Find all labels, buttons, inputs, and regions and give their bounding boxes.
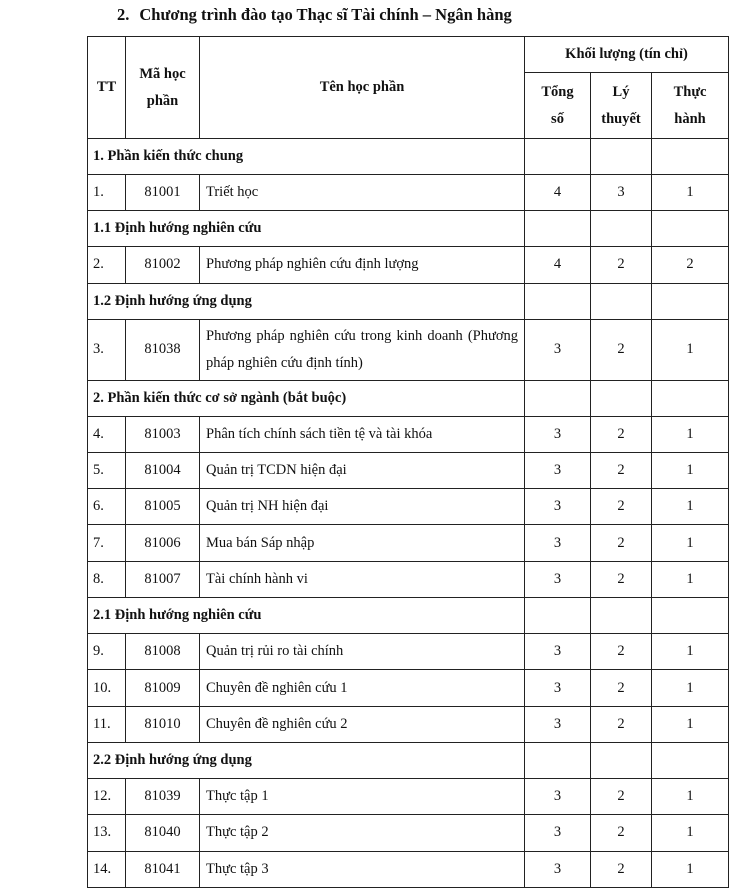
credits-theory: 3 [591, 175, 652, 211]
row-number: 13. [88, 815, 126, 851]
credits-total: 3 [525, 525, 591, 561]
credits-practice: 1 [652, 525, 729, 561]
row-number: 1. [88, 175, 126, 211]
curriculum-table [87, 36, 729, 888]
course-code: 81038 [126, 319, 200, 380]
credits-practice: 1 [652, 416, 729, 452]
row-number: 10. [88, 670, 126, 706]
course-code: 81009 [126, 670, 200, 706]
credits-total: 3 [525, 706, 591, 742]
table-row [88, 247, 729, 283]
course-name: Mua bán Sáp nhập [200, 525, 525, 561]
table-row [88, 489, 729, 525]
table-row [88, 706, 729, 742]
course-name: Quản trị NH hiện đại [200, 489, 525, 525]
course-code: 81010 [126, 706, 200, 742]
course-code: 81006 [126, 525, 200, 561]
empty-cell [652, 211, 729, 247]
credits-theory: 2 [591, 778, 652, 814]
header-tt: TT [88, 37, 126, 139]
credits-practice: 1 [652, 452, 729, 488]
section-heading [117, 5, 512, 25]
table-row [88, 778, 729, 814]
course-name: Thực tập 3 [200, 851, 525, 887]
empty-cell [525, 283, 591, 319]
credits-theory: 2 [591, 670, 652, 706]
credits-practice: 1 [652, 706, 729, 742]
header-practice: Thực hành [652, 73, 729, 139]
header-credits: Khối lượng (tín chỉ) [525, 37, 729, 73]
empty-cell [525, 211, 591, 247]
heading-number: 2. [117, 5, 130, 24]
header-course-name: Tên học phần [200, 37, 525, 139]
course-code: 81008 [126, 634, 200, 670]
row-number: 4. [88, 416, 126, 452]
section-label: 1.2 Định hướng ứng dụng [88, 283, 525, 319]
credits-total: 3 [525, 489, 591, 525]
section-row [88, 283, 729, 319]
credits-theory: 2 [591, 634, 652, 670]
course-code: 81002 [126, 247, 200, 283]
credits-practice: 1 [652, 851, 729, 887]
course-name: Phương pháp nghiên cứu trong kinh doanh (Phương pháp nghiên cứu định tính) [200, 319, 525, 380]
credits-total: 3 [525, 319, 591, 380]
table-row [88, 525, 729, 561]
credits-theory: 2 [591, 452, 652, 488]
credits-practice: 1 [652, 634, 729, 670]
table-row [88, 561, 729, 597]
credits-practice: 2 [652, 247, 729, 283]
course-name: Chuyên đề nghiên cứu 1 [200, 670, 525, 706]
course-code: 81041 [126, 851, 200, 887]
course-name: Thực tập 1 [200, 778, 525, 814]
credits-total: 3 [525, 561, 591, 597]
credits-theory: 2 [591, 247, 652, 283]
section-row [88, 742, 729, 778]
course-code: 81004 [126, 452, 200, 488]
credits-theory: 2 [591, 706, 652, 742]
credits-total: 3 [525, 452, 591, 488]
empty-cell [652, 598, 729, 634]
credits-total: 3 [525, 670, 591, 706]
empty-cell [591, 211, 652, 247]
credits-total: 3 [525, 634, 591, 670]
credits-theory: 2 [591, 416, 652, 452]
course-code: 81001 [126, 175, 200, 211]
row-number: 9. [88, 634, 126, 670]
section-label: 2. Phần kiến thức cơ sở ngành (bắt buộc) [88, 380, 525, 416]
credits-total: 3 [525, 778, 591, 814]
section-row [88, 380, 729, 416]
table-row [88, 319, 729, 380]
header-course-code: Mã học phần [126, 37, 200, 139]
row-number: 14. [88, 851, 126, 887]
credits-total: 4 [525, 247, 591, 283]
course-code: 81039 [126, 778, 200, 814]
credits-total: 3 [525, 416, 591, 452]
section-label: 1.1 Định hướng nghiên cứu [88, 211, 525, 247]
empty-cell [525, 598, 591, 634]
row-number: 7. [88, 525, 126, 561]
course-name: Thực tập 2 [200, 815, 525, 851]
credits-practice: 1 [652, 670, 729, 706]
credits-theory: 2 [591, 319, 652, 380]
course-code: 81005 [126, 489, 200, 525]
credits-practice: 1 [652, 561, 729, 597]
header-theory: Lý thuyết [591, 73, 652, 139]
empty-cell [525, 139, 591, 175]
row-number: 12. [88, 778, 126, 814]
empty-cell [652, 742, 729, 778]
credits-theory: 2 [591, 815, 652, 851]
credits-total: 3 [525, 815, 591, 851]
credits-practice: 1 [652, 815, 729, 851]
course-code: 81040 [126, 815, 200, 851]
empty-cell [591, 742, 652, 778]
course-code: 81007 [126, 561, 200, 597]
empty-cell [591, 283, 652, 319]
section-label: 2.2 Định hướng ứng dụng [88, 742, 525, 778]
course-name: Chuyên đề nghiên cứu 2 [200, 706, 525, 742]
row-number: 3. [88, 319, 126, 380]
section-row [88, 211, 729, 247]
table-row [88, 634, 729, 670]
empty-cell [652, 139, 729, 175]
row-number: 6. [88, 489, 126, 525]
section-row [88, 598, 729, 634]
heading-text: Chương trình đào tạo Thạc sĩ Tài chính – Ngân hàng [139, 5, 512, 24]
credits-practice: 1 [652, 778, 729, 814]
credits-practice: 1 [652, 319, 729, 380]
row-number: 5. [88, 452, 126, 488]
credits-practice: 1 [652, 175, 729, 211]
course-code: 81003 [126, 416, 200, 452]
course-name: Phân tích chính sách tiền tệ và tài khóa [200, 416, 525, 452]
section-label: 2.1 Định hướng nghiên cứu [88, 598, 525, 634]
empty-cell [652, 380, 729, 416]
row-number: 11. [88, 706, 126, 742]
header-total: Tổng số [525, 73, 591, 139]
credits-theory: 2 [591, 561, 652, 597]
table-row [88, 815, 729, 851]
empty-cell [591, 380, 652, 416]
credits-practice: 1 [652, 489, 729, 525]
empty-cell [652, 283, 729, 319]
empty-cell [525, 380, 591, 416]
row-number: 8. [88, 561, 126, 597]
table-row [88, 175, 729, 211]
credits-total: 3 [525, 851, 591, 887]
table-body [88, 139, 729, 888]
empty-cell [591, 598, 652, 634]
credits-theory: 2 [591, 489, 652, 525]
course-name: Quản trị TCDN hiện đại [200, 452, 525, 488]
empty-cell [525, 742, 591, 778]
table-row [88, 670, 729, 706]
credits-theory: 2 [591, 525, 652, 561]
row-number: 2. [88, 247, 126, 283]
table-row [88, 416, 729, 452]
table-row [88, 851, 729, 887]
section-label: 1. Phần kiến thức chung [88, 139, 525, 175]
course-name: Phương pháp nghiên cứu định lượng [200, 247, 525, 283]
course-name: Tài chính hành vi [200, 561, 525, 597]
course-name: Triết học [200, 175, 525, 211]
credits-theory: 2 [591, 851, 652, 887]
table-row [88, 452, 729, 488]
section-row [88, 139, 729, 175]
empty-cell [591, 139, 652, 175]
credits-total: 4 [525, 175, 591, 211]
course-name: Quản trị rủi ro tài chính [200, 634, 525, 670]
